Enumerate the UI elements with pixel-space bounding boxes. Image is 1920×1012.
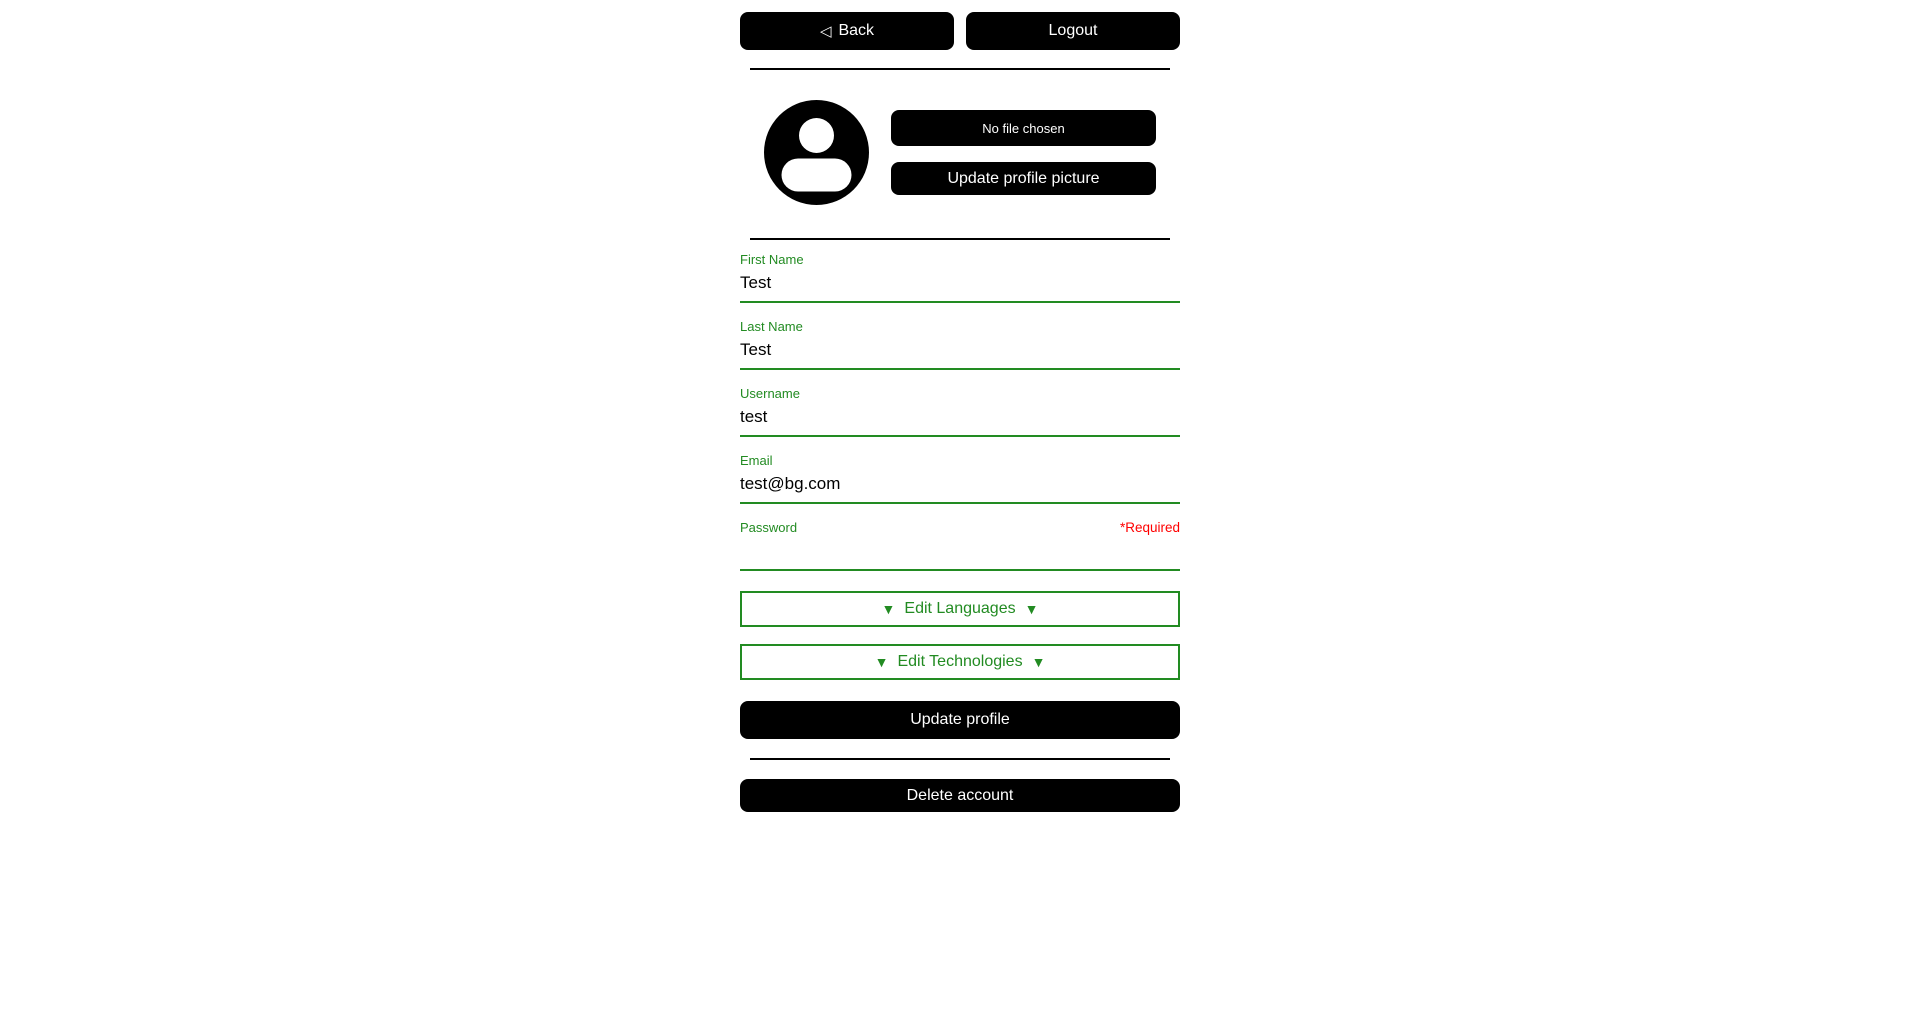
update-profile-label: Update profile — [910, 711, 1010, 728]
user-avatar-icon — [764, 100, 869, 205]
danger-divider — [750, 758, 1170, 760]
edit-technologies-label: Edit Technologies — [897, 653, 1023, 670]
header-actions — [740, 12, 1180, 50]
edit-languages-button[interactable] — [740, 591, 1180, 627]
first-name-input[interactable] — [740, 273, 1180, 293]
edit-languages-label: Edit Languages — [904, 600, 1016, 617]
profile-page — [740, 0, 1180, 812]
update-picture-button[interactable] — [891, 162, 1156, 195]
username-input[interactable] — [740, 407, 1180, 427]
email-input[interactable] — [740, 474, 1180, 494]
username-field — [740, 386, 1180, 437]
required-note: *Required — [1119, 520, 1180, 535]
last-name-label: Last Name — [740, 319, 803, 334]
profile-picture-section — [740, 100, 1180, 205]
delete-account-button[interactable] — [740, 779, 1180, 812]
update-profile-button[interactable] — [740, 701, 1180, 739]
first-name-label: First Name — [740, 252, 804, 267]
email-label: Email — [740, 453, 773, 468]
chevron-down-icon: ▼ — [1024, 601, 1039, 617]
last-name-input[interactable] — [740, 340, 1180, 360]
edit-technologies-button[interactable] — [740, 644, 1180, 680]
logout-button-label: Logout — [1048, 22, 1098, 39]
first-name-field — [740, 252, 1180, 303]
chevron-down-icon: ▼ — [874, 654, 889, 670]
back-button-label: Back — [838, 22, 875, 39]
picture-divider — [750, 238, 1170, 240]
logout-button[interactable] — [966, 12, 1180, 50]
password-field — [740, 520, 1180, 571]
chevron-down-icon: ▼ — [1031, 654, 1046, 670]
username-label: Username — [740, 386, 800, 401]
back-button[interactable] — [740, 12, 954, 50]
delete-account-label: Delete account — [906, 786, 1014, 804]
password-label: Password — [740, 520, 798, 535]
file-input[interactable] — [891, 110, 1156, 146]
password-input[interactable] — [740, 541, 1180, 561]
password-label-row — [740, 520, 1180, 535]
header-divider — [750, 68, 1170, 70]
avatar — [764, 100, 869, 205]
picture-controls — [891, 110, 1156, 195]
last-name-field — [740, 319, 1180, 370]
chevron-down-icon: ▼ — [881, 601, 896, 617]
back-arrow-icon: ◁ — [819, 22, 832, 40]
file-status-label: No file chosen — [982, 120, 1065, 136]
email-field — [740, 453, 1180, 504]
update-picture-label: Update profile picture — [947, 169, 1100, 187]
profile-form — [740, 252, 1180, 739]
